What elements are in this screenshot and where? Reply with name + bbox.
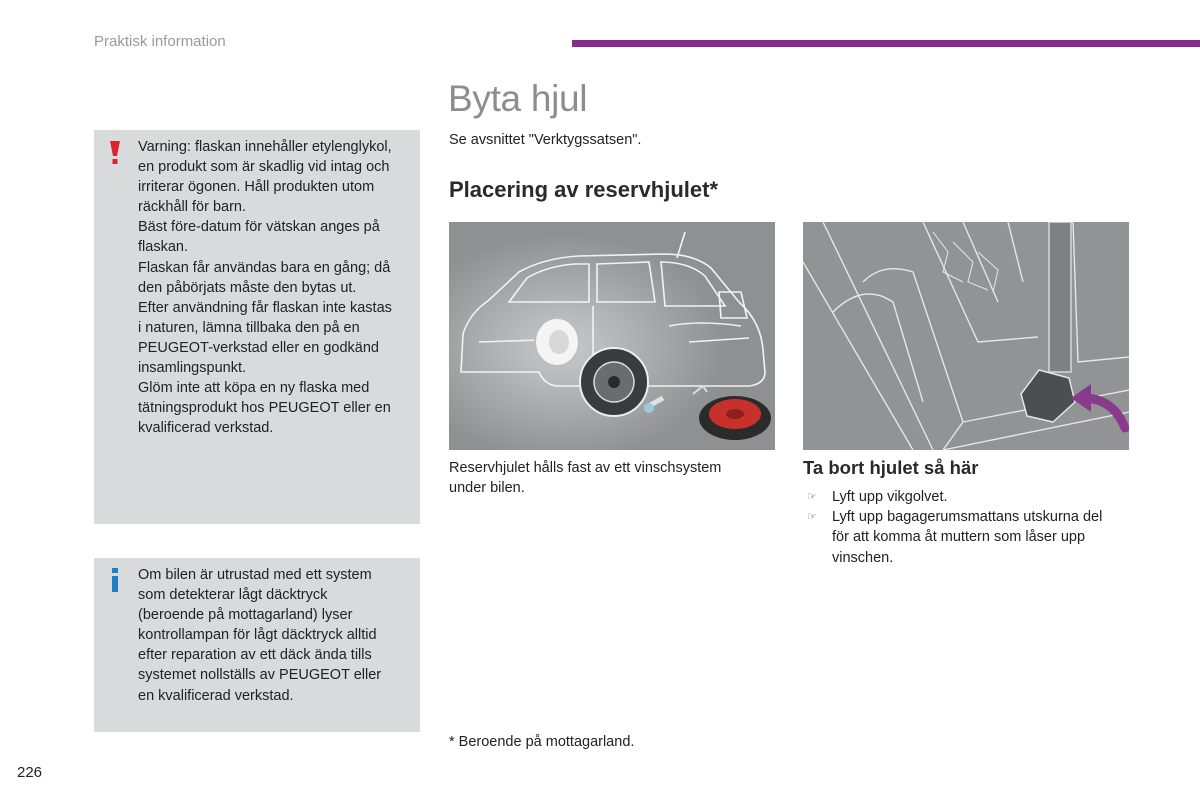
step-line: Lyft upp vikgolvet. [832, 489, 948, 505]
list-item [803, 507, 1133, 568]
info-line: efter reparation av ett däck ända tills [138, 647, 372, 664]
warning-line: Efter användning får flaskan inte kastas [138, 299, 392, 316]
info-line: som detekterar lågt däcktryck [138, 587, 328, 604]
warning-line: irriterar ögonen. Håll produkten utom [138, 179, 375, 196]
warning-line: en produkt som är skadlig vid intag och [138, 159, 390, 176]
info-text [138, 565, 414, 706]
info-line: kontrollampan för lågt däcktryck alltid [138, 627, 377, 644]
warning-line: räckhåll för barn. [138, 199, 246, 216]
warning-line: Varning: flaskan innehåller etylenglykol, [138, 139, 392, 155]
step-line: för att komma åt muttern som låser upp [832, 529, 1086, 546]
list-item [803, 487, 1133, 507]
intro-text: Se avsnittet "Verktygssatsen". [449, 132, 642, 148]
warning-line: Bäst före-datum för vätskan anges på [138, 219, 380, 236]
removal-heading: Ta bort hjulet så här [803, 457, 979, 478]
removal-steps [803, 487, 1133, 568]
exclamation-icon [108, 141, 122, 165]
car-figure-caption [449, 458, 749, 498]
warning-line: Flaskan får användas bara en gång; då [138, 259, 391, 276]
footnote: * Beroende på mottagarland. [449, 734, 635, 750]
step-line: vinschen. [832, 549, 894, 566]
warning-box [94, 130, 420, 524]
warning-line: tätningsprodukt hos PEUGEOT eller en [138, 400, 391, 417]
warning-text [138, 137, 414, 438]
caption-line: under bilen. [449, 480, 525, 496]
pointing-hand-icon: ☞ [807, 511, 817, 524]
info-line: en kvalificerad verkstad. [138, 687, 294, 704]
warning-line: kvalificerad verkstad. [138, 420, 274, 437]
car-spare-wheel-illustration [449, 222, 775, 450]
warning-line: den påbörjats måste den bytas ut. [138, 279, 357, 296]
section-header: Praktisk information [94, 33, 226, 50]
warning-line: flaskan. [138, 239, 188, 256]
page-number: 226 [17, 764, 43, 781]
trunk-floor-winch-illustration [803, 222, 1129, 450]
info-box [94, 558, 420, 732]
page-title: Byta hjul [448, 78, 588, 119]
warning-line: insamlingspunkt. [138, 360, 246, 377]
header-accent-bar [572, 40, 1200, 47]
warning-line: PEUGEOT-verkstad eller en godkänd [138, 339, 379, 356]
pointing-hand-icon: ☞ [807, 491, 817, 503]
warning-line: i naturen, lämna tillbaka den på en [138, 319, 360, 336]
info-line: (beroende på mottagarland) lyser [138, 607, 353, 624]
step-line: Lyft upp bagagerumsmattans utskurna del [832, 509, 1103, 526]
caption-line: Reservhjulet hålls fast av ett vinschsystem [449, 460, 722, 476]
info-line: Om bilen är utrustad med ett system [138, 567, 372, 583]
info-icon [108, 568, 122, 592]
warning-line: Glöm inte att köpa en ny flaska med [138, 380, 370, 397]
section-heading: Placering av reservhjulet* [449, 177, 719, 202]
info-line: systemet nollställs av PEUGEOT eller [138, 667, 382, 684]
